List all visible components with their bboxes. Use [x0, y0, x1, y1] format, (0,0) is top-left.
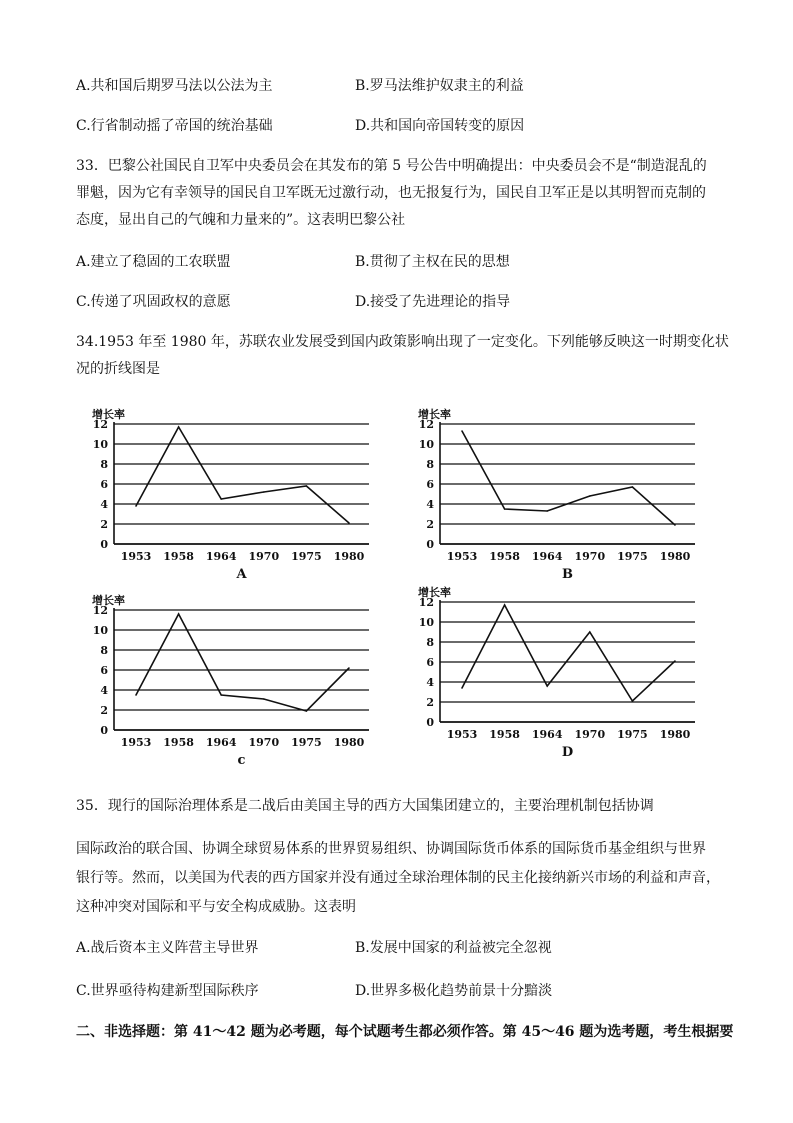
y-tick-label: 10 [92, 438, 108, 451]
q33-stem-line-3: 态度，显出自己的气魄和力量来的”。这表明巴黎公社 [76, 212, 406, 228]
chart-svg [410, 582, 710, 767]
y-axis-label: 增长率 [92, 594, 125, 607]
y-tick-label: 12 [418, 418, 434, 431]
q32-option-c: C.行省制动摇了帝国的统治基础 [76, 118, 273, 134]
data-point [461, 430, 463, 432]
series-line [136, 614, 349, 711]
y-tick-label: 6 [426, 656, 434, 669]
x-tick-label: 1964 [531, 728, 563, 741]
y-tick-label: 12 [92, 604, 108, 617]
y-tick-label: 8 [426, 458, 434, 471]
x-tick-label: 1964 [531, 550, 563, 563]
line-chart-a [84, 404, 384, 589]
x-tick-label: 1958 [163, 736, 194, 749]
y-tick-label: 10 [418, 438, 434, 451]
q35-stem-line-3: 银行等。然而，以美国为代表的西方国家并没有通过全球治理体制的民主化接纳新兴市场的利益和声音， [76, 870, 720, 886]
q35-stem-line-4: 这种冲突对国际和平与安全构成威胁。这表明 [76, 899, 356, 915]
y-axis-label: 增长率 [418, 408, 451, 421]
data-point [135, 505, 137, 507]
x-tick-label: 1980 [659, 728, 691, 741]
q35-option-d: D.世界多极化趋势前景十分黯淡 [355, 983, 553, 999]
q35-stem-line-2: 国际政治的联合国、协调全球贸易体系的世界贸易组织、协调国际货币体系的国际货币基金组织与世界 [76, 841, 706, 857]
y-tick-label: 4 [426, 676, 434, 689]
data-point [306, 710, 308, 712]
y-tick-label: 0 [426, 538, 434, 551]
data-point [263, 491, 265, 493]
y-tick-label: 6 [100, 478, 108, 491]
x-tick-label: 1970 [574, 728, 606, 741]
q35-option-a: A.战后资本主义阵营主导世界 [76, 940, 259, 956]
data-point [632, 486, 634, 488]
y-tick-label: 6 [426, 478, 434, 491]
data-point [546, 510, 548, 512]
chart-label: B [562, 567, 573, 582]
y-tick-label: 8 [100, 644, 108, 657]
data-point [589, 495, 591, 497]
x-tick-label: 1970 [574, 550, 606, 563]
y-tick-label: 0 [100, 724, 108, 737]
series-line [136, 427, 349, 523]
data-point [348, 667, 350, 669]
y-axis-label: 增长率 [418, 586, 451, 599]
data-point [220, 694, 222, 696]
q33-option-a: A.建立了稳固的工农联盟 [76, 254, 231, 270]
line-chart-b [410, 404, 710, 589]
y-tick-label: 10 [418, 616, 434, 629]
x-tick-label: 1953 [120, 550, 152, 563]
y-tick-label: 6 [100, 664, 108, 677]
section-2-heading: 二、非选择题：第 41～42 题为必考题，每个试题考生都必须作答。第 45～46 题为选考题，考生根据要 [76, 1024, 734, 1040]
y-tick-label: 2 [100, 518, 108, 531]
y-tick-label: 0 [100, 538, 108, 551]
x-tick-label: 1964 [205, 550, 237, 563]
x-tick-label: 1958 [163, 550, 194, 563]
y-tick-label: 4 [100, 498, 108, 511]
y-tick-label: 0 [426, 716, 434, 729]
chart-label: c [237, 753, 246, 768]
y-tick-label: 4 [100, 684, 108, 697]
data-point [135, 694, 137, 696]
line-chart-c [84, 590, 384, 775]
data-point [674, 660, 676, 662]
q33-stem-line-2: 罪魁，因为它有幸领导的国民自卫军既无过激行动，也无报复行为，国民自卫军正是以其明智而克制的 [76, 185, 706, 201]
x-tick-label: 1975 [617, 728, 648, 741]
y-tick-label: 8 [100, 458, 108, 471]
data-point [632, 700, 634, 702]
chart-svg [410, 404, 710, 589]
y-tick-label: 4 [426, 498, 434, 511]
line-chart-d [410, 582, 710, 767]
y-tick-label: 8 [426, 636, 434, 649]
y-tick-label: 12 [418, 596, 434, 609]
data-point [348, 522, 350, 524]
series-line [462, 431, 675, 525]
q32-option-b: B.罗马法维护奴隶主的利益 [355, 78, 524, 94]
data-point [306, 485, 308, 487]
x-tick-label: 1970 [248, 550, 280, 563]
y-tick-label: 2 [100, 704, 108, 717]
data-point [178, 613, 180, 615]
x-tick-label: 1975 [291, 550, 322, 563]
data-point [263, 698, 265, 700]
y-tick-label: 2 [426, 696, 434, 709]
data-point [546, 685, 548, 687]
q35-option-c: C.世界亟待构建新型国际秩序 [76, 983, 259, 999]
q35-stem-line-1: 35．现行的国际治理体系是二战后由美国主导的西方大国集团建立的，主要治理机制包括协调 [76, 798, 654, 814]
data-point [674, 524, 676, 526]
x-tick-label: 1964 [205, 736, 237, 749]
q33-option-d: D.接受了先进理论的指导 [355, 294, 511, 310]
q35-option-b: B.发展中国家的利益被完全忽视 [355, 940, 552, 956]
x-tick-label: 1975 [617, 550, 648, 563]
y-tick-label: 10 [92, 624, 108, 637]
q34-stem-line-2: 况的折线图是 [76, 361, 160, 377]
data-point [504, 604, 506, 606]
x-tick-label: 1958 [489, 550, 520, 563]
y-tick-label: 2 [426, 518, 434, 531]
data-point [178, 426, 180, 428]
x-tick-label: 1953 [446, 728, 478, 741]
q34-stem-line-1: 34.1953 年至 1980 年，苏联农业发展受到国内政策影响出现了一定变化。下列能够反映这一时期变化状 [76, 334, 729, 350]
q33-option-b: B.贯彻了主权在民的思想 [355, 254, 510, 270]
chart-label: A [236, 567, 247, 582]
data-point [220, 498, 222, 500]
x-tick-label: 1980 [659, 550, 691, 563]
chart-label: D [561, 745, 574, 760]
series-line [462, 605, 675, 701]
q33-option-c: C.传递了巩固政权的意愿 [76, 294, 231, 310]
x-tick-label: 1953 [120, 736, 152, 749]
q33-stem-line-1: 33．巴黎公社国民自卫军中央委员会在其发布的第 5 号公告中明确提出：中央委员会不是“制造混乱的 [76, 158, 707, 174]
data-point [589, 631, 591, 633]
chart-svg [84, 404, 384, 589]
q32-option-a: A.共和国后期罗马法以公法为主 [76, 78, 273, 94]
q32-option-d: D.共和国向帝国转变的原因 [355, 118, 525, 134]
x-tick-label: 1953 [446, 550, 478, 563]
y-tick-label: 12 [92, 418, 108, 431]
x-tick-label: 1958 [489, 728, 520, 741]
data-point [461, 687, 463, 689]
x-tick-label: 1975 [291, 736, 322, 749]
chart-svg [84, 590, 384, 775]
x-tick-label: 1980 [333, 550, 365, 563]
x-tick-label: 1970 [248, 736, 280, 749]
y-axis-label: 增长率 [92, 408, 125, 421]
data-point [504, 508, 506, 510]
x-tick-label: 1980 [333, 736, 365, 749]
